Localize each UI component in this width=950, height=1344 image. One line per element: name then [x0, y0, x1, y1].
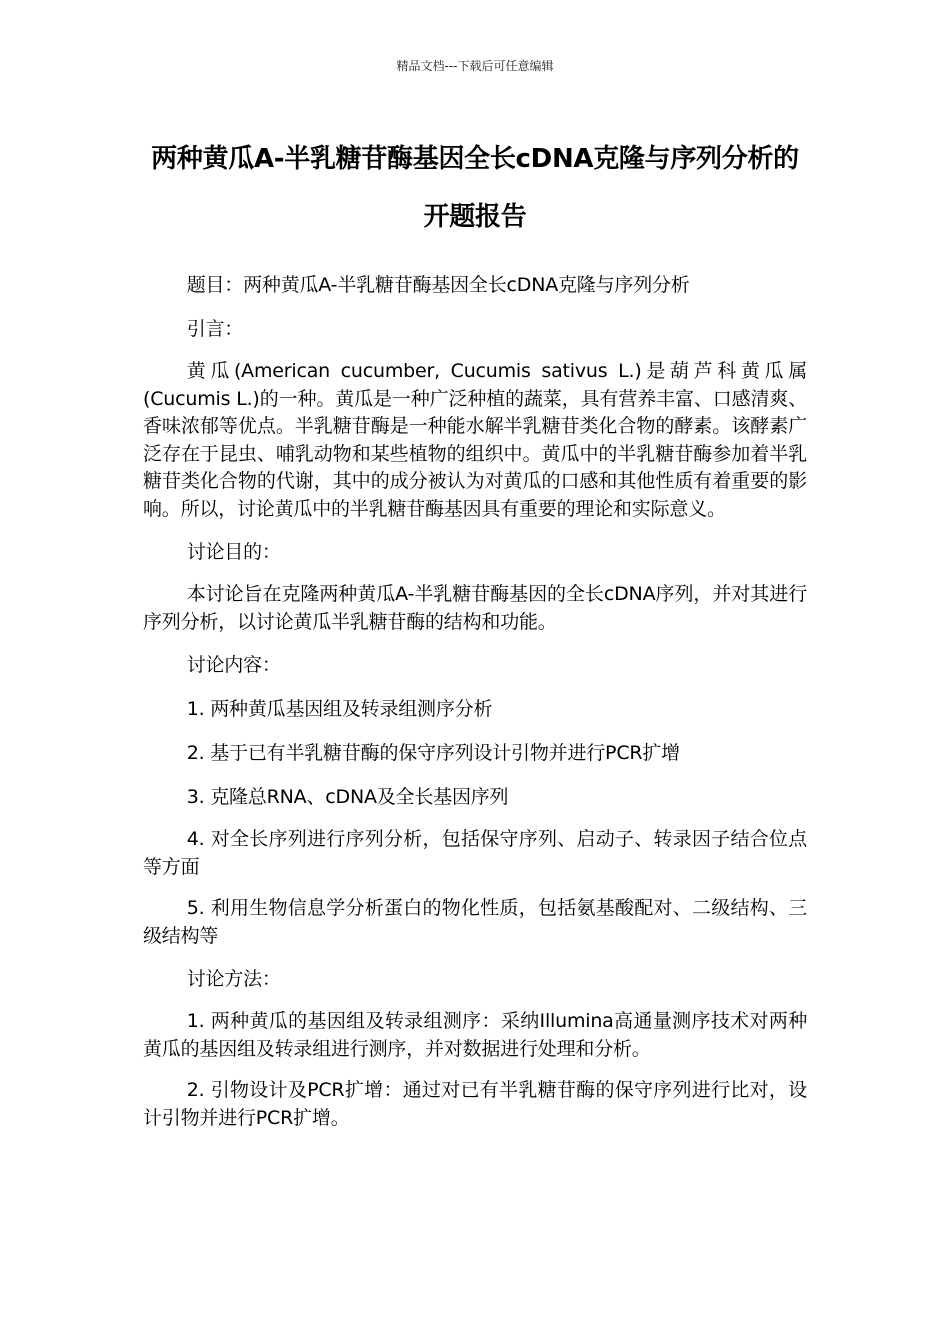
topic-line: 题目：两种黄瓜A-半乳糖苷酶基因全长cDNA克隆与序列分析 [186, 274, 690, 296]
content-item-1: 1. 两种黄瓜基因组及转录组测序分析 [186, 698, 493, 720]
content-item-4: 4. 对全长序列进行序列分析，包括保守序列、启动子、转录因子结合位点等方面 [143, 828, 807, 878]
section-heading-content: 讨论内容： [186, 654, 281, 676]
purpose-paragraph: 本讨论旨在克隆两种黄瓜A-半乳糖苷酶基因的全长cDNA序列，并对其进行序列分析，以讨论黄瓜半乳糖苷酶的结构和功能。 [143, 583, 807, 633]
document-body [143, 270, 807, 1146]
document-title: 两种黄瓜A-半乳糖苷酶基因全长cDNA克隆与序列分析的开题报告 [151, 144, 799, 232]
introduction-paragraph: 黄瓜(American cucumber, Cucumis sativus L.)是葫芦科黄瓜属(Cucumis L.)的一种。黄瓜是一种广泛种植的蔬菜，具有营养丰富、口感清爽、香味浓郁等优点。半乳糖苷酶是一种能水解半乳糖苷类化合物的酵素。该酵素广泛存在于昆虫、哺乳动物和某些植物的组织中。黄瓜中的半乳糖苷酶参加着半乳糖苷类化合物的代谢，其中的成分被认为对黄瓜的口感和其他性质有着重要的影响。所以，讨论黄瓜中的半乳糖苷酶基因具有重要的理论和实际意义。 [143, 360, 807, 520]
method-item-2: 2. 引物设计及PCR扩增：通过对已有半乳糖苷酶的保守序列进行比对，设计引物并进行PCR扩增。 [143, 1079, 807, 1129]
section-heading-purpose: 讨论目的： [186, 541, 281, 563]
content-item-2: 2. 基于已有半乳糖苷酶的保守序列设计引物并进行PCR扩增 [186, 742, 680, 764]
content-item-3: 3. 克隆总RNA、cDNA及全长基因序列 [186, 786, 509, 808]
header-note: 精品文档---下载后可任意编辑 [396, 59, 554, 73]
method-item-1: 1. 两种黄瓜的基因组及转录组测序：采纳Illumina高通量测序技术对两种黄瓜的基因组及转录组进行测序，并对数据进行处理和分析。 [143, 1010, 807, 1060]
content-item-5: 5. 利用生物信息学分析蛋白的物化性质，包括氨基酸配对、二级结构、三级结构等 [143, 897, 807, 947]
section-heading-methods: 讨论方法： [186, 968, 281, 990]
section-heading-introduction: 引言： [186, 318, 244, 340]
